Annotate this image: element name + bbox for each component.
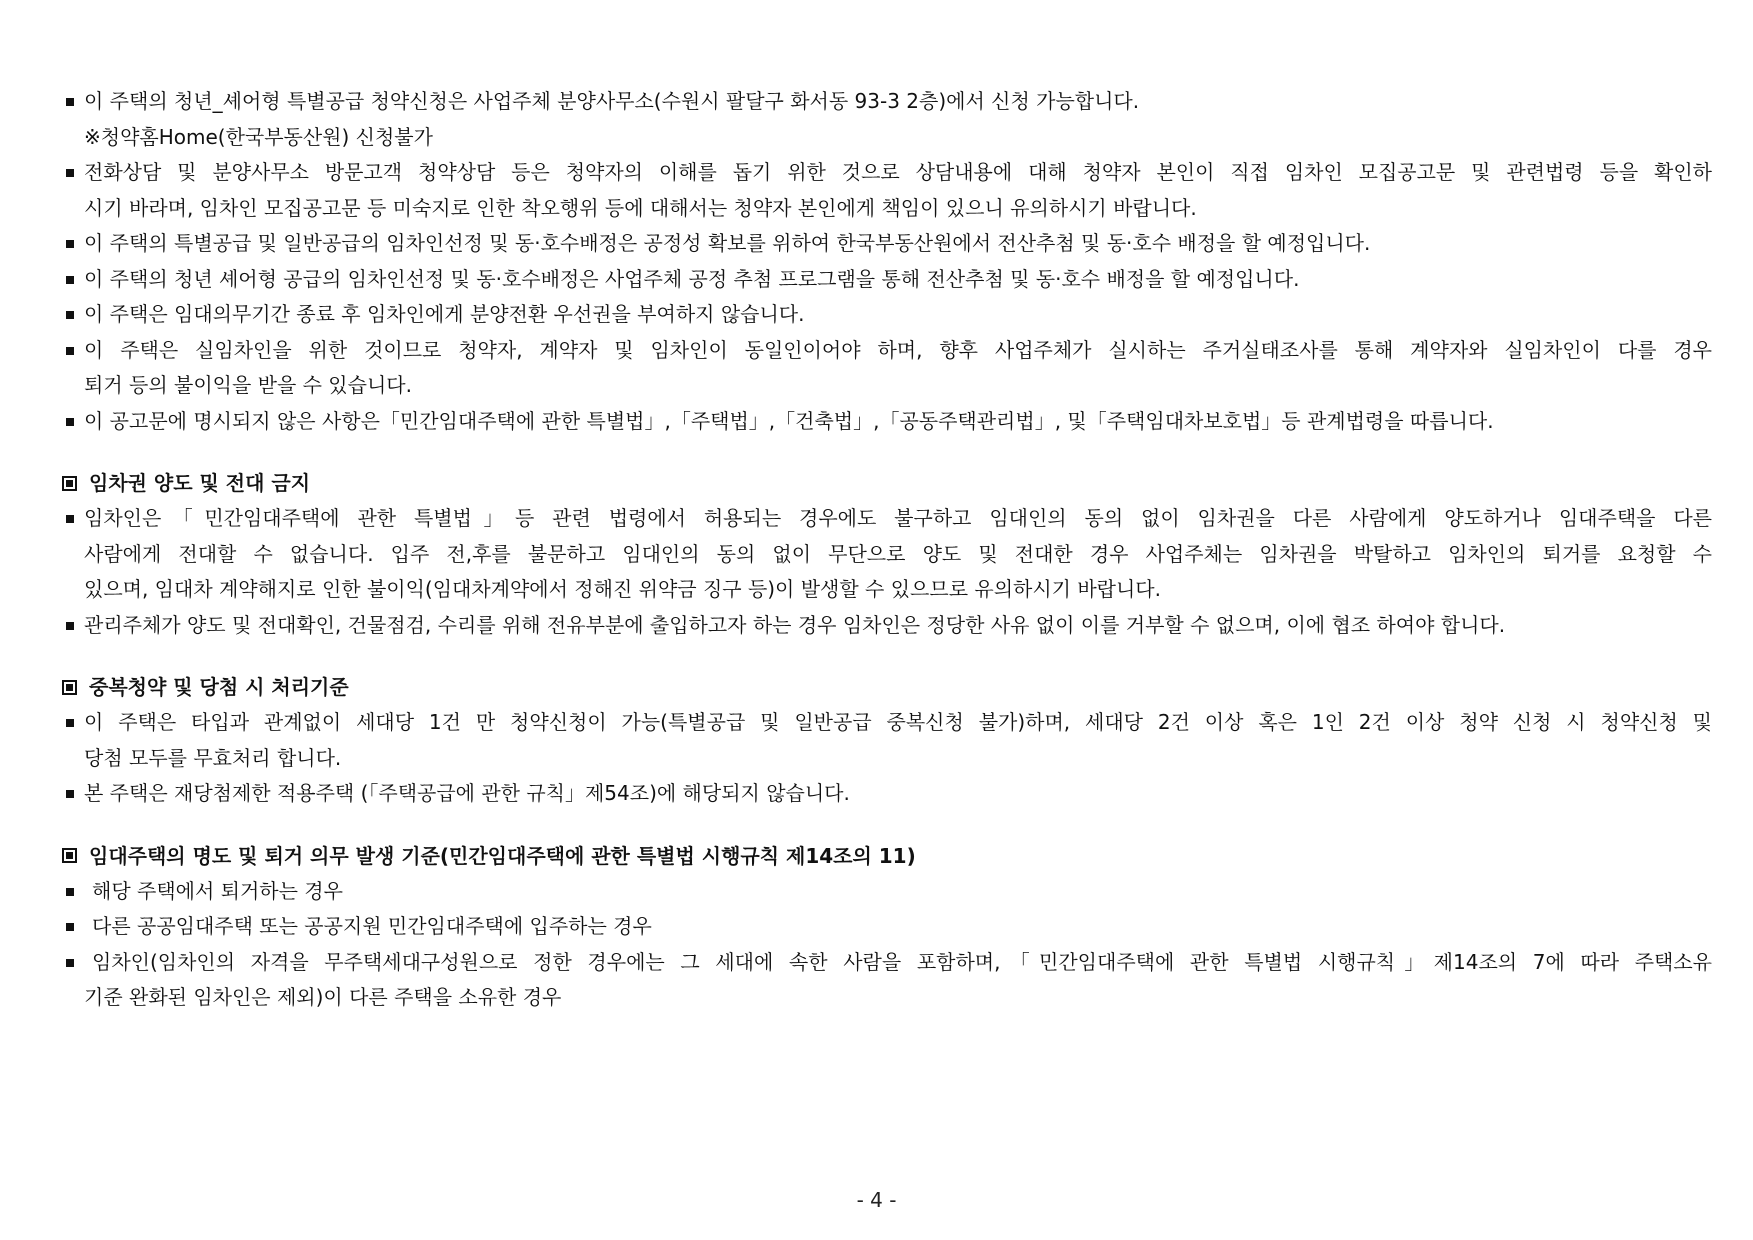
section-title — [62, 465, 1712, 501]
square-bullet-icon — [66, 719, 74, 727]
section-duplicate-application — [62, 669, 1712, 812]
square-bullet-icon — [66, 418, 74, 426]
notice-line: 이 주택은 임대의무기간 종료 후 임차인에게 분양전환 우선권을 부여하지 않습니다. — [84, 302, 805, 326]
section-item-line: 기준 완화된 임차인은 제외)이 다른 주택을 소유한 경우 — [84, 985, 562, 1009]
notice-item — [62, 226, 1712, 262]
square-bullet-icon — [66, 347, 74, 355]
square-bullet-icon — [66, 515, 74, 523]
notice-item — [62, 155, 1712, 226]
square-bullet-icon — [66, 311, 74, 319]
section-item-line: 본 주택은 재당첨제한 적용주택 (「주택공급에 관한 규칙」제54조)에 해당되지 않습니다. — [84, 781, 850, 805]
section-title-text: 임대주택의 명도 및 퇴거 의무 발생 기준(민간임대주택에 관한 특별법 시행규칙 제14조의 11) — [89, 843, 916, 868]
filled-square-icon — [62, 680, 77, 695]
square-bullet-icon — [66, 790, 74, 798]
square-bullet-icon — [66, 959, 74, 967]
general-notices — [62, 84, 1712, 439]
square-bullet-icon — [66, 923, 74, 931]
section-item — [62, 909, 1712, 945]
section-item-line: 당첨 모두를 무효처리 합니다. — [84, 745, 342, 770]
square-bullet-icon — [66, 622, 74, 630]
notice-item — [62, 262, 1712, 298]
document-page — [62, 84, 1712, 1016]
section-item — [62, 705, 1712, 776]
notice-item — [62, 333, 1712, 404]
section-item — [62, 776, 1712, 812]
section-item-line: 임차인은「민간임대주택에 관한 특별법」등 관련 법령에서 허용되는 경우에도 불구하고 임대인의 동의 없이 임차권을 다른 사람에게 양도하거나 임대주택을 다른 — [84, 506, 1712, 530]
filled-square-icon — [62, 848, 77, 863]
notice-line: 이 주택의 특별공급 및 일반공급의 임차인선정 및 동·호수배정은 공정성 확보를 위하여 한국부동산원에서 전산추첨 및 동·호수 배정을 할 예정입니다. — [84, 231, 1371, 255]
notice-line: 이 주택의 청년 셰어형 공급의 임차인선정 및 동·호수배정은 사업주체 공정 추첨 프로그램을 통해 전산추첨 및 동·호수 배정을 할 예정입니다. — [84, 266, 1300, 291]
section-item-line: 관리주체가 양도 및 전대확인, 건물점검, 수리를 위해 전유부분에 출입하고자 하는 경우 임차인은 정당한 사유 없이 이를 거부할 수 없으며, 이에 협조 하여야 합니다. — [84, 612, 1506, 637]
section-item — [62, 608, 1712, 644]
section-item — [62, 945, 1712, 1016]
notice-line: 시기 바라며, 임차인 모집공고문 등 미숙지로 인한 착오행위 등에 대해서는 청약자 본인에게 책임이 있으니 유의하시기 바랍니다. — [84, 195, 1197, 220]
section-item-line: 임차인(임차인의 자격을 무주택세대구성원으로 정한 경우에는 그 세대에 속한 사람을 포함하며,「민간임대주택에 관한 특별법 시행규칙」제14조의 7에 따라 주택소유 — [92, 949, 1712, 974]
section-item — [62, 501, 1712, 608]
section-item — [62, 874, 1712, 910]
notice-line: 이 공고문에 명시되지 않은 사항은「민간임대주택에 관한 특별법」,「주택법」,「건축법」,「공동주택관리법」, 및「주택임대차보호법」등 관계법령을 따릅니다. — [84, 408, 1494, 433]
section-title — [62, 669, 1712, 705]
section-eviction-criteria — [62, 838, 1712, 1016]
section-item-line: 이 주택은 타입과 관계없이 세대당 1건 만 청약신청이 가능(특별공급 및 일반공급 중복신청 불가)하며, 세대당 2건 이상 혹은 1인 2건 이상 청약 신청 시 청약신청 및 — [84, 710, 1712, 734]
section-item-line: 다른 공공임대주택 또는 공공지원 민간임대주택에 입주하는 경우 — [92, 914, 652, 938]
square-bullet-icon — [66, 240, 74, 248]
section-title-text: 임차권 양도 및 전대 금지 — [89, 471, 311, 495]
filled-square-icon — [62, 476, 77, 491]
page-number: - 4 - — [856, 1188, 897, 1212]
section-title-text: 중복청약 및 당첨 시 처리기준 — [89, 675, 349, 699]
notice-line: 퇴거 등의 불이익을 받을 수 있습니다. — [84, 373, 412, 397]
notice-item — [62, 404, 1712, 440]
notice-line: 전화상담 및 분양사무소 방문고객 청약상담 등은 청약자의 이해를 돕기 위한 것으로 상담내용에 대해 청약자 본인이 직접 임차인 모집공고문 및 관련법령 등을 확인하 — [84, 160, 1712, 184]
notice-item — [62, 297, 1712, 333]
notice-line: 이 주택의 청년_셰어형 특별공급 청약신청은 사업주체 분양사무소(수원시 팔달구 화서동 93-3 2층)에서 신청 가능합니다. — [84, 89, 1140, 113]
square-bullet-icon — [66, 276, 74, 284]
section-item-line: 사람에게 전대할 수 없습니다. 입주 전,후를 불문하고 임대인의 동의 없이 무단으로 양도 및 전대한 경우 사업주체는 임차권을 박탈하고 임차인의 퇴거를 요청할 수 — [84, 541, 1712, 566]
notice-line: ※청약홈Home(한국부동산원) 신청불가 — [84, 124, 433, 149]
square-bullet-icon — [66, 169, 74, 177]
section-item-line: 있으며, 임대차 계약해지로 인한 불이익(임대차계약에서 정해진 위약금 징구 등)이 발생할 수 있으므로 유의하시기 바랍니다. — [84, 577, 1161, 601]
section-sublease-prohibition — [62, 465, 1712, 643]
square-bullet-icon — [66, 888, 74, 896]
notice-item — [62, 84, 1712, 155]
square-bullet-icon — [66, 98, 74, 106]
section-item-line: 해당 주택에서 퇴거하는 경우 — [92, 878, 343, 903]
section-title — [62, 838, 1712, 874]
notice-line: 이 주택은 실임차인을 위한 것이므로 청약자, 계약자 및 임차인이 동일인이어야 하며, 향후 사업주체가 실시하는 주거실태조사를 통해 계약자와 실임차인이 다를 경우 — [84, 337, 1712, 362]
